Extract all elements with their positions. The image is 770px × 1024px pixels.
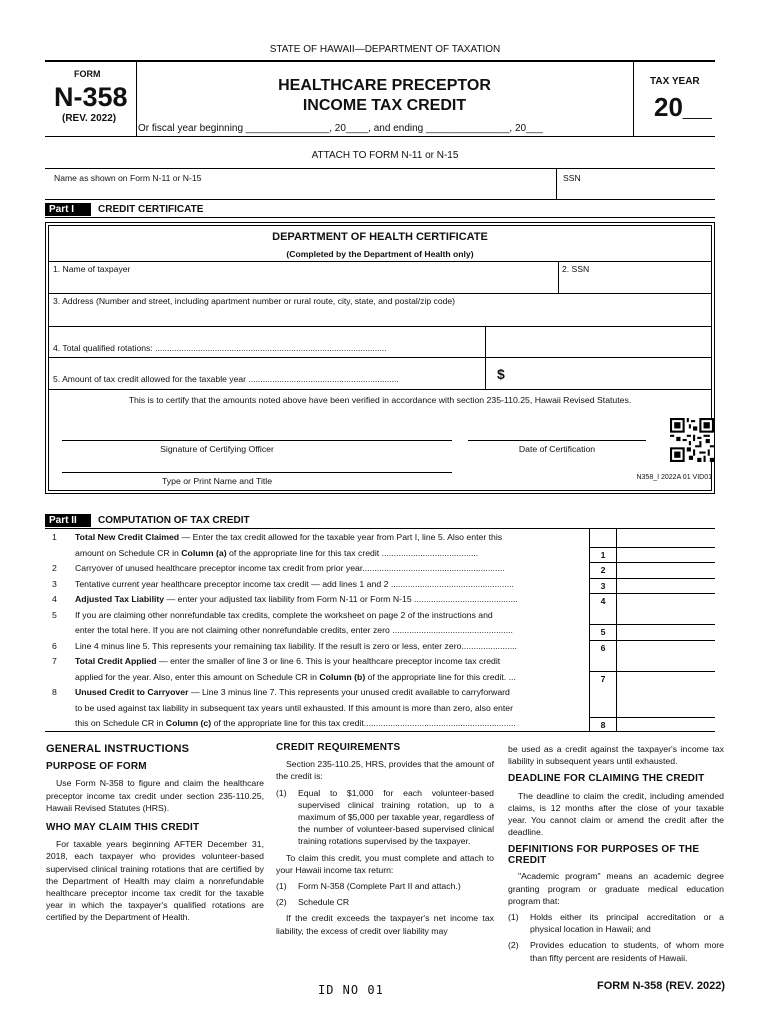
- part2-line-text: [75, 654, 587, 670]
- certification-statement: This is to certify that the amounts noted above have been verified in accordance with section 235-110.25, Hawaii Revised Statutes.: [128, 395, 632, 405]
- ssn-field[interactable]: [558, 184, 714, 199]
- signature-label: Signature of Certifying Officer: [160, 444, 274, 454]
- claim-text: To claim this credit, you must complete and attach to your Hawaii income tax return:: [276, 852, 494, 875]
- date-line[interactable]: [468, 440, 646, 441]
- tax-year-value[interactable]: 20__: [654, 92, 712, 122]
- qr-code-icon: [670, 418, 714, 462]
- ssn-label: SSN: [563, 173, 581, 183]
- line2-ssn-label: 2. SSN: [562, 264, 590, 274]
- part2-line-box-number: 7: [590, 671, 616, 686]
- part2-line-segment: of the appropriate line for this tax credit...............................................................: [211, 718, 516, 728]
- part2-line-segment: — enter your adjusted tax liability from Form N-11 or Form N-15 ...........................................: [164, 594, 518, 604]
- dollar-sign: $: [497, 366, 505, 382]
- part2-line-bold-segment: Column (a): [181, 547, 227, 558]
- part2-line-segment: this on Schedule CR in: [75, 718, 166, 728]
- tax-year-label: TAX YEAR: [650, 76, 700, 87]
- part2-line-bold-segment: Total Credit Applied: [75, 656, 157, 666]
- part2-line-text: [75, 670, 587, 686]
- signature-line[interactable]: [62, 440, 452, 441]
- claim-item2-text: Schedule CR: [298, 897, 350, 908]
- carryforward-text: be used as a credit against the taxpayer's income tax liability in subsequent years until exhausted.: [508, 744, 724, 767]
- form-title-line2: INCOME TAX CREDIT: [302, 97, 467, 114]
- part2-line-text: [75, 608, 587, 624]
- part2-line-box-number: 3: [590, 578, 616, 593]
- part2-line-number: 7: [52, 656, 57, 666]
- part2-line-text: [75, 716, 587, 732]
- part2-line-segment: applied for the year. Also, enter this amount on Schedule CR in: [75, 671, 320, 682]
- claim-item1-number: (1): [276, 881, 287, 892]
- part2-line-box-number: 2: [590, 562, 616, 577]
- part2-line-box-number: 1: [590, 547, 616, 562]
- cert-address-field[interactable]: [49, 308, 711, 325]
- part2-line-segment: Line 4 minus line 5. This represents your remaining tax liability. If the result is zero or less, enter zero.......................: [75, 640, 517, 651]
- cert-ssn-field[interactable]: [559, 276, 711, 292]
- part2-tag: Part II: [45, 514, 91, 527]
- part2-line-segment: — enter the smaller of line 3 or line 6. This is your healthcare preceptor income tax credit: [156, 656, 501, 666]
- part2-line-text: [75, 530, 587, 546]
- part2-line-amount-field[interactable]: [617, 547, 715, 562]
- id-number: ID NO 01: [318, 983, 384, 997]
- def-item2-text: Provides education to students, of whom more than fifty percent are residents of Hawaii.: [530, 940, 724, 963]
- line4-rotations-label: 4. Total qualified rotations: .................................................................................................: [53, 343, 387, 353]
- part2-line-segment: of the appropriate line for this credit. ...: [365, 671, 516, 682]
- part2-line-segment: enter the total here. If you are not claiming other nonrefundable credits, enter zero ..................................................: [75, 625, 513, 635]
- footer-form-revision: FORM N-358 (REV. 2022): [597, 980, 725, 992]
- part2-line-text: [75, 561, 587, 577]
- def-item1-text: Holds either its principal accreditation or a physical location in Hawaii; and: [530, 912, 724, 935]
- part2-line-box-number: 4: [590, 593, 616, 608]
- def-item2-number: (2): [508, 940, 519, 951]
- part2-line-bold-segment: Total New Credit Claimed: [75, 532, 180, 542]
- exceeds-text: If the credit exceeds the taxpayer's net income tax liability, the excess of credit over liability may: [276, 913, 494, 936]
- part2-line-text: [75, 639, 587, 655]
- rotations-field[interactable]: [487, 327, 711, 357]
- part2-line-number: 8: [52, 687, 57, 697]
- cert-subtitle: (Completed by the Department of Health only): [286, 249, 474, 259]
- taxpayer-name-label: Name as shown on Form N-11 or N-15: [54, 173, 202, 183]
- part2-line-segment: — Enter the tax credit allowed for the taxable year from Part I, line 5. Also enter this: [179, 532, 503, 542]
- part2-line-text: [75, 577, 587, 593]
- form-revision: (REV. 2022): [62, 113, 117, 124]
- definitions-text: "Academic program" means an academic degree granting program or graduate medical education program that:: [508, 871, 724, 906]
- name-title-label: Type or Print Name and Title: [161, 476, 273, 486]
- part2-line-box-number: 5: [590, 624, 616, 639]
- part2-line-bold-segment: Column (b): [319, 671, 366, 682]
- part2-line-segment: If you are claiming other nonrefundable tax credits, complete the worksheet on page 2 of the instructions and: [75, 609, 493, 620]
- credit-requirements-text: Section 235-110.25, HRS, provides that the amount of the credit is:: [276, 759, 494, 782]
- part2-line-box-number: 8: [590, 717, 616, 732]
- part2-line-text: [75, 701, 587, 717]
- part2-line-segment: — Line 3 minus line 7. This represents your unused credit available to carryforward: [188, 687, 510, 697]
- part2-line-text: [75, 546, 587, 562]
- claim-item1-text: Form N-358 (Complete Part II and attach.): [298, 881, 461, 892]
- purpose-text: Use Form N-358 to figure and claim the healthcare preceptor income tax credit under section 235-110.25, Hawaii Revised Statutes (HRS).: [46, 778, 264, 813]
- part2-line-box-number: 6: [590, 640, 616, 655]
- definitions-title: DEFINITIONS FOR PURPOSES OF THE CREDIT: [508, 844, 700, 867]
- date-label: Date of Certification: [518, 444, 596, 454]
- part2-line-amount-field[interactable]: [617, 593, 715, 608]
- part2-line-bold-segment: Column (c): [165, 718, 212, 728]
- part2-line-amount-field[interactable]: [617, 717, 715, 732]
- part2-line-segment: Tentative current year healthcare preceptor income tax credit — add lines 1 and 2 ...................................................: [75, 578, 514, 589]
- name-title-line[interactable]: [62, 472, 452, 473]
- part2-line-text: [75, 623, 587, 639]
- part2-line-bold-segment: Unused Credit to Carryover: [75, 687, 189, 697]
- cert-name-field[interactable]: [49, 276, 557, 292]
- req-item1-text: Equal to $1,000 for each volunteer-based supervised clinical training rotation, up to a maximum of $5,000 per taxable year, regardless of the number of volunteer-based supervised clinical training rotations supervised by the taxpayer.: [298, 787, 494, 847]
- part2-line-amount-field[interactable]: [617, 624, 715, 639]
- part2-line-bold-segment: Adjusted Tax Liability: [75, 594, 165, 604]
- part2-line-amount-field[interactable]: [617, 578, 715, 593]
- form-number: N-358: [54, 82, 128, 112]
- part2-line-number: 6: [52, 640, 57, 651]
- part2-line-number: 4: [52, 594, 57, 604]
- general-instructions-title: GENERAL INSTRUCTIONS: [46, 743, 190, 755]
- deadline-text: The deadline to claim the credit, including amended claims, is 12 months after the close of your taxable year. You cannot claim or amend the credit after the deadline.: [508, 790, 724, 838]
- part1-title: CREDIT CERTIFICATE: [98, 204, 204, 215]
- part2-line-segment: to be used against tax liability in subsequent tax years until exhausted. If this amount is more than zero, also enter: [75, 702, 514, 713]
- attach-instruction: ATTACH TO FORM N-11 or N-15: [311, 150, 459, 161]
- req-item1-number: (1): [276, 787, 287, 798]
- form-label: FORM: [74, 69, 101, 79]
- credit-amount-field[interactable]: [510, 358, 710, 388]
- who-may-claim-text: For taxable years beginning AFTER December 31, 2018, each taxpayer who provides volunteer-based supervised clinical training rotations that are certified by the Department of Health may claim a nonrefundable healthcare preceptor income tax credit for the taxable year in which the taxpayer's qualified rotations are certified by the Department of Health.: [46, 839, 264, 923]
- part2-line-text: [75, 592, 587, 608]
- deadline-title: DEADLINE FOR CLAIMING THE CREDIT: [508, 773, 705, 785]
- part2-line-text: [75, 685, 587, 701]
- who-may-claim-title: WHO MAY CLAIM THIS CREDIT: [46, 822, 200, 834]
- part1-tag: Part I: [45, 203, 91, 216]
- part2-title: COMPUTATION OF TAX CREDIT: [98, 515, 250, 526]
- credit-requirements-title: CREDIT REQUIREMENTS: [276, 742, 401, 753]
- fiscal-year-line[interactable]: Or fiscal year beginning _______________, 20____, and ending _______________, 20___: [138, 123, 543, 134]
- def-item1-number: (1): [508, 912, 519, 923]
- agency-header: STATE OF HAWAII—DEPARTMENT OF TAXATION: [269, 44, 501, 55]
- part2-line-number: 2: [52, 563, 57, 573]
- line1-taxpayer-name-label: 1. Name of taxpayer: [53, 264, 131, 274]
- form-title-line1: HEALTHCARE PRECEPTOR: [278, 77, 491, 94]
- part2-line-segment: Carryover of unused healthcare preceptor income tax credit from prior year...........................................................: [75, 563, 505, 573]
- purpose-title: PURPOSE OF FORM: [46, 761, 147, 773]
- part2-line-number: 3: [52, 578, 57, 589]
- part2-line-amount-field[interactable]: [617, 562, 715, 577]
- line3-address-label: 3. Address (Number and street, including apartment number or rural route, city, state, and postal/zip code): [53, 296, 456, 306]
- line5-credit-label: 5. Amount of tax credit allowed for the taxable year ...............................................................: [53, 374, 399, 384]
- cert-title: DEPARTMENT OF HEALTH CERTIFICATE: [272, 231, 488, 243]
- part2-line-number: 5: [52, 609, 57, 620]
- part2-line-number: 1: [52, 532, 57, 542]
- taxpayer-name-field[interactable]: [46, 184, 554, 199]
- part2-line-amount-field[interactable]: [617, 671, 715, 686]
- claim-item2-number: (2): [276, 897, 287, 908]
- part2-line-segment: amount on Schedule CR in: [75, 547, 182, 558]
- part2-line-amount-field[interactable]: [617, 640, 715, 655]
- part2-line-segment: of the appropriate line for this tax credit ........................................: [226, 547, 479, 558]
- vid-code: N358_I 2022A 01 VID01: [636, 474, 712, 481]
